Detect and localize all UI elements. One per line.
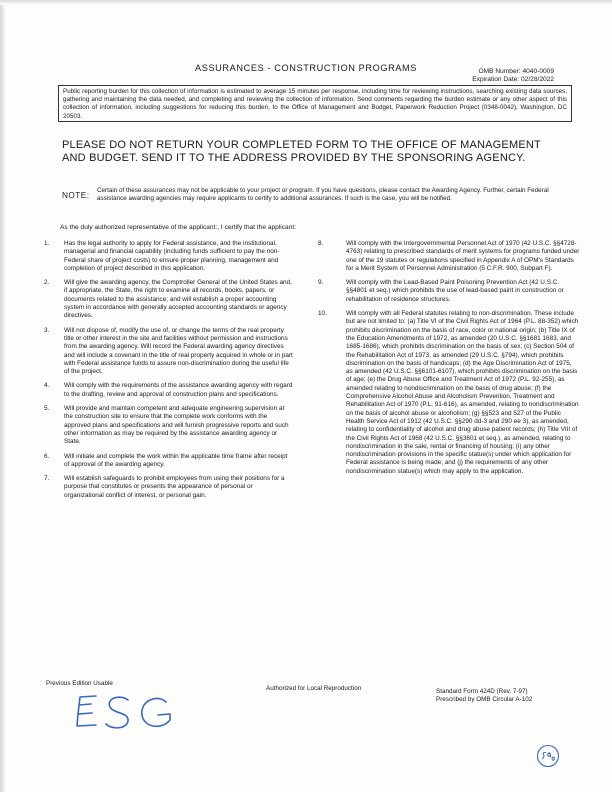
assurance-item — [44, 453, 294, 470]
assurance-item — [44, 382, 294, 399]
prescribed-by: Prescribed by OMB Circular A-102 — [436, 696, 533, 703]
item-text: Will comply with the Intergovernmental Personnel Act of 1970 (42 U.S.C. §§4728-4763) relating to prescribed standards of merit systems for programs funded under one of the 19 statutes or regulations specified in Appendix A of OPM's Standards for a Merit System of Personnel Administration (5 C.F.R. 900, Subpart F). — [346, 240, 580, 272]
item-number: 4. — [44, 382, 50, 390]
omb-number: OMB Number: 4040-0009 — [478, 68, 554, 75]
item-text: Will initiate and complete the work within the applicable time frame after receipt of approval of the awarding agency. — [64, 452, 288, 468]
warning-line-2: AND BUDGET. SEND IT TO THE ADDRESS PROVIDED BY THE SPONSORING AGENCY. — [62, 152, 526, 164]
expiration-date: Expiration Date: 02/28/2022 — [472, 76, 554, 83]
scan-edge-top — [0, 0, 612, 5]
handwritten-circled-mark — [536, 744, 560, 768]
certification-statement: As the duly authorized representative of the applicant:, I certify that the applicant: — [60, 224, 297, 231]
item-number: 7. — [44, 475, 50, 483]
item-number: 10. — [318, 310, 327, 318]
omb-info — [472, 68, 554, 84]
previous-edition-note: Previous Edition Usable — [46, 680, 113, 687]
item-number: 8. — [318, 240, 324, 247]
reproduction-note: Authorized for Local Reproduction — [266, 685, 362, 692]
return-warning — [62, 139, 582, 165]
standard-form-number: Standard Form 424D (Rev. 7-97) — [436, 688, 528, 695]
form-title: ASSURANCES - CONSTRUCTION PROGRAMS — [194, 63, 418, 73]
assurance-item — [44, 405, 294, 446]
item-text: Will establish safeguards to prohibit employees from using their positions for a purpose that constitutes or presents the appearance of personal or organizational conflict of interest, or personal gain. — [64, 475, 285, 499]
burden-statement-box: Public reporting burden for this collection of information is estimated to average 15 minutes per response, including time for reviewing instructions, searching existing data sources, gathering and maintaining the data needed, and completing and reviewing the collection of information. Send comments regarding the burden estimate or any other aspect of this collection of information, including suggestions for reducing this burden, to the Office of Management and Budget, Paperwork Reduction Project (0348-0042), Washington, DC 20503. — [58, 85, 572, 122]
item-text: Will not dispose of, modify the use of, or change the terms of the real property title or other interest in the site and facilities without permission and instructions from the awarding agency. Will record the Federal awarding agency directives and will include a covenant in the title of real property acquired in whole or in part with Federal assistance funds to assure non-discrimination during the useful life of the project. — [64, 326, 293, 376]
assurance-item — [44, 327, 294, 377]
item-text: Will comply with the Lead-Based Paint Poisoning Prevention Act (42 U.S.C. §§4801 et seq.) which prohibits the use of lead-based paint in construction or rehabilitation of residence structures. — [346, 279, 564, 303]
form-identifier — [436, 688, 532, 704]
item-number: 3. — [44, 326, 50, 334]
item-number: 6. — [44, 452, 50, 460]
item-text: Will provide and maintain competent and adequate engineering supervision at the construction site to ensure that the complete work conforms with the approved plans and specifications and will furnish progressive reports and such other information as may be required by the assistance awarding agency or State. — [64, 405, 289, 446]
item-text: Will give the awarding agency, the Comptroller General of the United States and, if appropriate, the State, the right to examine all records, books, papers, or documents related to the assistance; and will establish a proper accounting system in accordance with generally accepted accounting standards or agency directives. — [64, 279, 292, 320]
assurance-item — [318, 310, 580, 476]
item-text: Will comply with the requirements of the assistance awarding agency with regard to the drafting, review and approval of construction plans and specifications. — [64, 382, 293, 398]
handwritten-initials-signature — [74, 688, 184, 736]
item-text: Has the legal authority to apply for Federal assistance, and the institutional, managerial and financial capability (including funds sufficient to pay the non-Federal share of project costs) to ensure proper planning, management and completion of project described in this application. — [64, 240, 280, 272]
assurance-item — [318, 279, 580, 304]
assurance-item — [44, 240, 294, 273]
item-number: 1. — [44, 240, 50, 247]
item-number: 9. — [318, 279, 324, 287]
assurance-item — [318, 240, 580, 273]
note-label: NOTE: — [62, 191, 90, 200]
assurances-left-column — [44, 240, 294, 506]
assurance-item — [44, 279, 294, 320]
warning-line-1: PLEASE DO NOT RETURN YOUR COMPLETED FORM TO THE OFFICE OF MANAGEMENT — [62, 139, 541, 151]
item-number: 5. — [44, 405, 50, 413]
assurance-item — [44, 475, 294, 500]
item-text: Will comply with all Federal statutes relating to non-discrimination. These include but are not limited to: (a) Title VI of the Civil Rights Act of 1964 (P.L. 88-352) which prohibits discrimination on the basis of race, color or national origin; (b) Title IX of the Education Amendments of 1972, as amended (20 U.S.C. §§1681 1683, and 1685-1686), which prohibits discrimination on the basis of sex; (c) Section 504 of the Rehabilitation Act of 1973, as amended (29 U.S.C. §794), which prohibits discrimination on the basis of handicaps; (d) the Age Discrimination Act of 1975, as amended (42 U.S.C. §§6101-6107), which prohibits discrimination on the basis of age; (e) the Drug Abuse Office and Treatment Act of 1972 (P.L. 92-255), as amended relating to nondiscrimination on the basis of drug abuse; (f) the Comprehensive Alcohol Abuse and Alcoholism Prevention, Treatment and Rehabilitation Act of 1970 (P.L. 91-616), as amended, relating to nondiscrimination on the basis of alcohol abuse or alcoholism; (g) §§523 and 527 of the Public Health Service Act of 1912 (42 U.S.C. §§290 dd-3 and 290 ee 3), as amended, relating to confidentiality of alcohol and drug abuse patient records; (h) Title VIII of the Civil Rights Act of 1968 (42 U.S.C. §§3601 et seq.), as amended, relating to nondiscrimination in the sale, rental or financing of housing; (i) any other nondiscrimination provisions in the specific statue(s) under which application for Federal assistance is being made; and (j) the requirements of any other nondiscrimination statue(s) which may apply to the application. — [346, 310, 579, 475]
note-text: Certain of these assurances may not be applicable to your project or program. If you have questions, please contact the Awarding Agency. Further, certain Federal assistance awarding agencies may require applicants to certify to additional assurances. If such is the case, you will be notified. — [97, 187, 549, 203]
assurances-right-column — [318, 240, 580, 482]
scan-edge-left — [0, 0, 6, 792]
item-number: 2. — [44, 279, 50, 287]
